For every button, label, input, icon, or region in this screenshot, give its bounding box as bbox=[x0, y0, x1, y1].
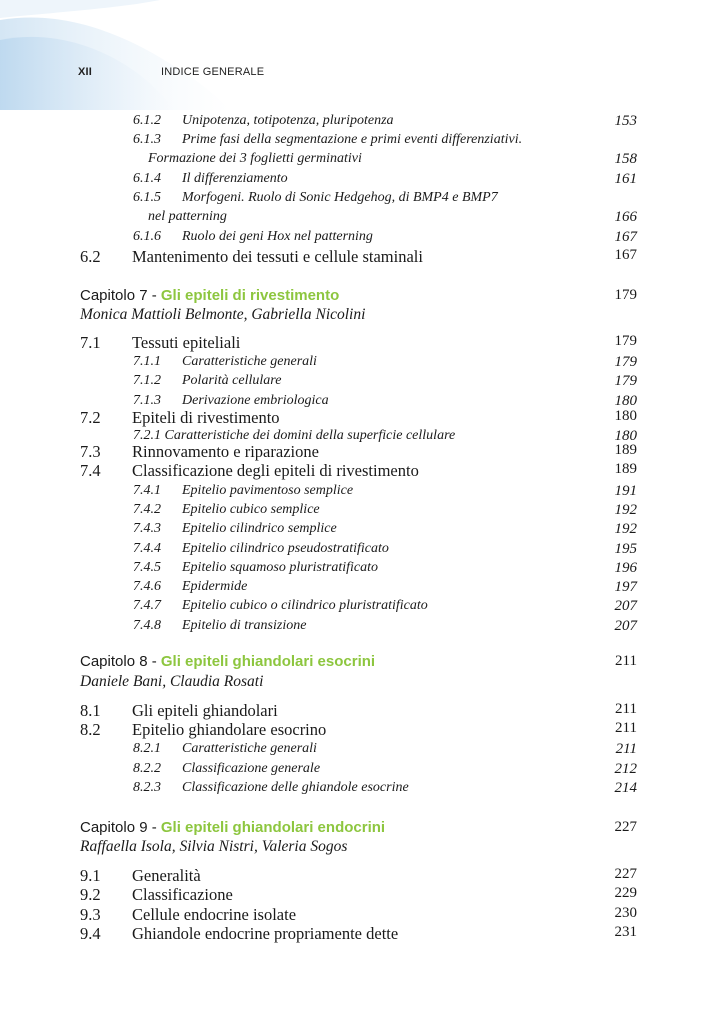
page-number: XII bbox=[78, 66, 93, 78]
toc-title: Derivazione embriologica bbox=[182, 393, 329, 408]
toc-number: 6.1.4 bbox=[133, 171, 161, 186]
toc-title: Classificazione degli epiteli di rivestimento bbox=[132, 461, 419, 480]
toc-number: 8.2 bbox=[80, 720, 101, 739]
toc-title: Epitelio pavimentoso semplice bbox=[182, 483, 354, 498]
toc-title: Morfogeni. Ruolo di Sonic Hedgehog, di BMP4 e BMP7 bbox=[182, 190, 498, 205]
toc-page-number: 229 bbox=[614, 885, 637, 901]
toc-number: 7.4.6 bbox=[133, 579, 161, 594]
chapter-title: Gli epiteli di rivestimento bbox=[160, 287, 340, 304]
authors-text: Raffaella Isola, Silvia Nistri, Valeria Sogos bbox=[80, 838, 348, 855]
chapter-title: Gli epiteli ghiandolari endocrini bbox=[160, 819, 386, 836]
toc-title: Caratteristiche generali bbox=[182, 354, 317, 369]
toc-page-number: 179 bbox=[614, 333, 637, 349]
toc-page-number: 227 bbox=[614, 866, 637, 882]
toc-page-number: 158 bbox=[614, 151, 637, 167]
toc-number: 7.3 bbox=[80, 442, 101, 461]
toc-title: Epitelio cubico semplice bbox=[182, 502, 320, 517]
toc-title: Unipotenza, totipotenza, pluripotenza bbox=[182, 113, 394, 128]
toc-page-number: 212 bbox=[614, 761, 637, 777]
toc-title: Epitelio di transizione bbox=[182, 618, 307, 633]
toc-page-number: 211 bbox=[615, 720, 637, 736]
toc-page-number: 207 bbox=[614, 618, 637, 634]
running-title: INDICE GENERALE bbox=[161, 66, 265, 78]
toc-number: 6.1.5 bbox=[133, 190, 161, 205]
toc-number: 9.1 bbox=[80, 866, 101, 885]
toc-number: 7.4.1 bbox=[133, 483, 161, 498]
toc-number: 8.1 bbox=[80, 701, 101, 720]
toc-title: Classificazione delle ghiandole esocrine bbox=[182, 780, 409, 795]
toc-title: Cellule endocrine isolate bbox=[132, 905, 297, 924]
toc-page-number: 166 bbox=[614, 209, 637, 225]
toc-number: 9.2 bbox=[80, 885, 101, 904]
toc-page-number: 180 bbox=[614, 393, 637, 409]
chapter-title: Gli epiteli ghiandolari esocrini bbox=[160, 653, 376, 670]
toc-title: Mantenimento dei tessuti e cellule staminali bbox=[132, 247, 423, 266]
authors-text: Daniele Bani, Claudia Rosati bbox=[80, 673, 264, 690]
toc-title: Epitelio cubico o cilindrico pluristratificato bbox=[182, 598, 428, 613]
toc-number: 7.2 bbox=[80, 408, 101, 427]
chapter-label: Capitolo 8 - bbox=[80, 653, 161, 670]
authors-text: Monica Mattioli Belmonte, Gabriella Nicolini bbox=[80, 306, 366, 323]
toc-page-number: 197 bbox=[614, 579, 637, 595]
toc-title: Tessuti epiteliali bbox=[132, 333, 241, 352]
toc-page-number: 179 bbox=[614, 287, 637, 303]
toc-title: Epidermide bbox=[182, 579, 248, 594]
toc-number: 7.4.7 bbox=[133, 598, 161, 613]
toc-title: Rinnovamento e riparazione bbox=[132, 442, 319, 461]
toc-title: Epitelio squamoso pluristratificato bbox=[182, 560, 379, 575]
toc-title: Epitelio ghiandolare esocrino bbox=[132, 720, 327, 739]
chapter-label: Capitolo 7 - bbox=[80, 287, 161, 304]
chapter-label: Capitolo 9 - bbox=[80, 819, 161, 836]
toc-number: 6.1.2 bbox=[133, 113, 161, 128]
toc-title: Generalità bbox=[132, 866, 201, 885]
toc-page-number: 167 bbox=[614, 247, 637, 263]
toc-number: 8.2.2 bbox=[133, 761, 161, 776]
toc-title: Epitelio cilindrico pseudostratificato bbox=[182, 541, 389, 556]
toc-title: Classificazione bbox=[132, 885, 233, 904]
toc-number: 8.2.1 bbox=[133, 741, 161, 756]
toc-page-number: 230 bbox=[614, 905, 637, 921]
toc-title: Gli epiteli ghiandolari bbox=[132, 701, 278, 720]
toc-page-number: 179 bbox=[614, 354, 637, 370]
toc-page-number: 180 bbox=[614, 428, 637, 444]
toc-page-number: 207 bbox=[614, 598, 637, 614]
toc-number: 7.4.5 bbox=[133, 560, 161, 575]
toc-page-number: 189 bbox=[614, 461, 637, 477]
toc-title: 7.2.1 Caratteristiche dei domini della superficie cellulare bbox=[133, 428, 456, 443]
toc-page-number: 214 bbox=[614, 780, 637, 796]
toc-page-number: 192 bbox=[614, 521, 637, 537]
toc-title: Prime fasi della segmentazione e primi eventi differenziativi. bbox=[182, 132, 523, 147]
toc-title: Il differenziamento bbox=[182, 171, 288, 186]
toc-number: 6.1.3 bbox=[133, 132, 161, 147]
toc-title: Classificazione generale bbox=[182, 761, 321, 776]
toc-page-number: 192 bbox=[614, 502, 637, 518]
toc-page-number: 195 bbox=[614, 541, 637, 557]
toc-number: 9.3 bbox=[80, 905, 101, 924]
toc-number: 7.1.1 bbox=[133, 354, 161, 369]
toc-number: 7.4.2 bbox=[133, 502, 161, 517]
toc-title: Epitelio cilindrico semplice bbox=[182, 521, 337, 536]
toc-page-number: 161 bbox=[614, 171, 637, 187]
toc-title: Ghiandole endocrine propriamente dette bbox=[132, 924, 399, 943]
toc-page-number: 191 bbox=[614, 483, 637, 499]
toc-title: Caratteristiche generali bbox=[182, 741, 317, 756]
toc-number: 7.4.8 bbox=[133, 618, 161, 633]
toc-number: 6.1.6 bbox=[133, 229, 161, 244]
toc-number: 6.2 bbox=[80, 247, 101, 266]
toc-number: 8.2.3 bbox=[133, 780, 161, 795]
toc-number: 7.4 bbox=[80, 461, 101, 480]
toc-number: 7.1.3 bbox=[133, 393, 161, 408]
toc-page-number: 167 bbox=[614, 229, 637, 245]
toc-page-number: 227 bbox=[614, 819, 637, 835]
toc-number: 7.1.2 bbox=[133, 373, 161, 388]
toc-page-number: 211 bbox=[615, 653, 637, 669]
chapter-heading bbox=[80, 287, 339, 304]
toc-number: 7.4.4 bbox=[133, 541, 161, 556]
toc-number: 7.4.3 bbox=[133, 521, 161, 536]
toc-page-number: 231 bbox=[614, 924, 637, 940]
toc-title: Epiteli di rivestimento bbox=[132, 408, 280, 427]
toc-title: nel patterning bbox=[148, 209, 227, 224]
toc-page-number: 196 bbox=[614, 560, 637, 576]
toc-number: 7.1 bbox=[80, 333, 101, 352]
toc-number: 9.4 bbox=[80, 924, 101, 943]
chapter-heading bbox=[80, 819, 385, 836]
toc-page-number: 211 bbox=[615, 701, 637, 717]
header-decoration bbox=[0, 0, 300, 110]
toc-page-number: 211 bbox=[615, 741, 637, 757]
toc-page-number: 189 bbox=[614, 442, 637, 458]
toc-page-number: 153 bbox=[614, 113, 637, 129]
toc-title: Polarità cellulare bbox=[182, 373, 282, 388]
toc-page-number: 179 bbox=[614, 373, 637, 389]
toc-page-number: 180 bbox=[614, 408, 637, 424]
chapter-heading bbox=[80, 653, 375, 670]
toc-title: Ruolo dei geni Hox nel patterning bbox=[182, 229, 373, 244]
toc-title: Formazione dei 3 foglietti germinativi bbox=[148, 151, 362, 166]
